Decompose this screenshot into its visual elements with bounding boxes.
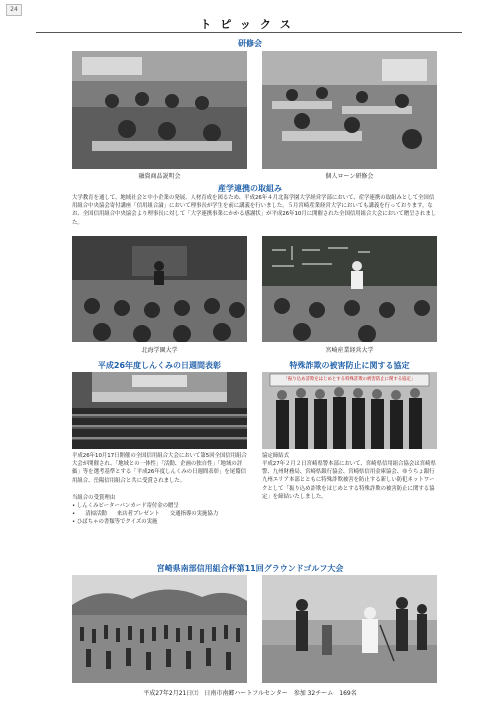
award-photo <box>72 372 247 449</box>
academia-photo-left-caption: 北海学園大学 <box>141 347 178 354</box>
golf-photo-right <box>262 575 437 683</box>
page-title: トピックス <box>200 18 300 31</box>
header-rule <box>36 32 462 33</box>
academia-heading: 産学連携の取組み <box>218 184 282 193</box>
award-heading: 平成26年度しんくみの日週間表彰 <box>97 361 222 370</box>
academia-photo-right <box>262 236 437 342</box>
award-reason-item: • ひばちゃの書類等でクイズの実施 <box>72 518 252 526</box>
fraud-subheading: 協定締結式 <box>262 453 289 459</box>
award-paragraph: 平成26年10月17日開催の全国信用組合大会において第5回全国信用組合大会が開催され、「地域との一体性」「活動、企画の独自性」「地域の評価」等を選考基準とする「平成26年度しんくみの日週間表彰」を尾鷲信用組合、岳陽信用組合と共に受賞されました。 <box>72 453 247 484</box>
golf-photo-left <box>72 575 247 683</box>
fraud-heading: 特殊詐欺の被害防止に関する協定 <box>289 361 410 370</box>
fraud-photo <box>262 372 437 449</box>
award-reason-item: 交通指導の実施協力 <box>169 511 219 517</box>
workshop-photo-right <box>262 51 437 169</box>
award-reason-row <box>72 510 252 518</box>
workshop-heading: 研修会 <box>238 39 262 48</box>
award-reason-item: • 清掃活動 <box>85 511 107 517</box>
workshop-photo-left <box>72 51 247 169</box>
page-number: 24 <box>6 4 22 16</box>
fraud-banner: 「振り込め詐欺をはじめとする特殊詐欺の被害防止に関する協定」 <box>283 377 416 382</box>
award-reason-item: • しんくみピーターパンカード寄付金の贈呈 <box>72 502 252 510</box>
award-list-title: 当組合の受賞理由 <box>72 495 116 501</box>
academia-photo-left <box>72 236 247 342</box>
workshop-photo-right-caption: 個人ローン研修会 <box>325 173 374 180</box>
academia-photo-right-caption: 宮崎産業経営大学 <box>325 347 374 354</box>
award-reason-item: 来店者プレゼント <box>116 511 160 517</box>
golf-heading: 宮崎県南部信用組合杯第11回グラウンドゴルフ大会 <box>156 564 344 573</box>
academia-paragraph: 大学教育を通して、地域社会と中小企業の発展、人材育成を図るため、平成26年４月北海学園大学経営学部において、産学連携の取組みとして全国信用組合中央協会寄付講座「信用組合論」において理事長が学生を前に講義を行いました。５月宮崎産業経営大学においても講義を行っております。なお、全国信用組合中央協会より理事長に対して「大学連携事業にかかる感謝状」が平成26年10月に開催された全国信用組合大会において贈呈されました。 <box>72 195 437 226</box>
award-reasons-list <box>72 502 252 526</box>
fraud-paragraph: 平成27年２月２日宮崎県警本部において、宮崎県信用組合協会は宮崎県警、九州財務局、宮崎県銀行協会、宮崎県信用金庫協会、ゆうちょ銀行九州エリア本部とともに特殊詐欺被害を防止する新しい防犯ネットワークとして「振り込め詐欺をはじめとする特殊詐欺の被害防止に関する協定」を締結いたしました。 <box>262 461 436 500</box>
golf-footer-caption: 平成27年2月21日㈯ 日南市南郷ハートフルセンター 参加 32チーム 169名 <box>143 690 357 697</box>
workshop-photo-left-caption: 融資商品説明会 <box>138 173 181 180</box>
